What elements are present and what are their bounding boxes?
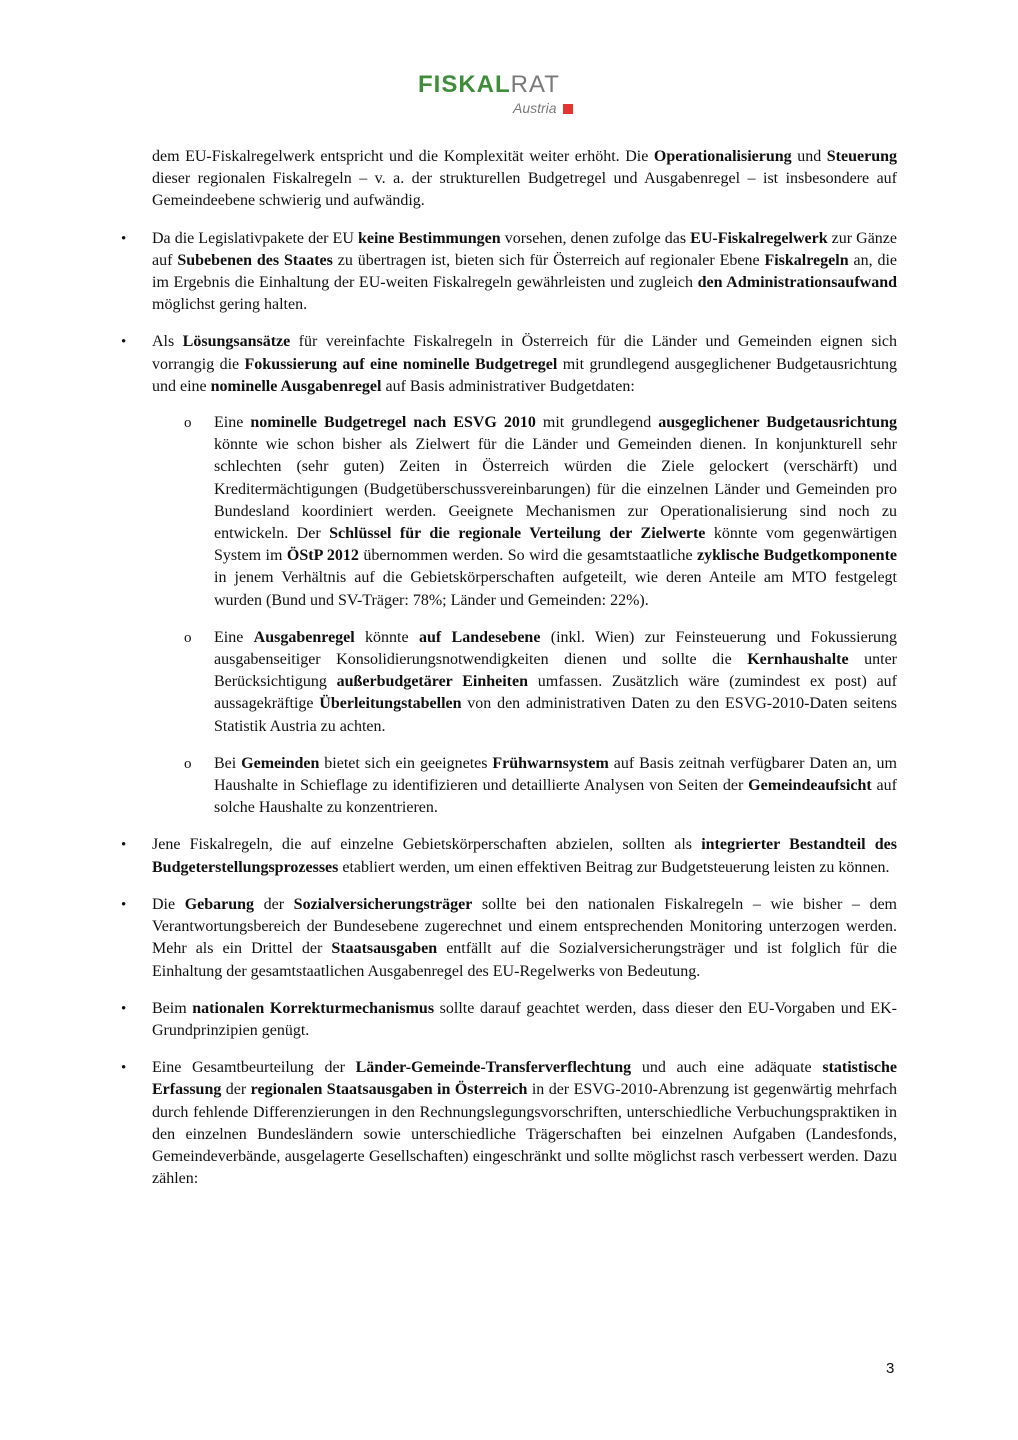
bold-text: keine Bestimmungen <box>357 229 501 247</box>
bold-text: Operationalisierung <box>653 148 792 165</box>
text-segment: an, die im Ergebnis die Einhaltung der EU-weiten Fiskalregeln gewährleisten und zugleich <box>152 251 897 292</box>
sub-bullet-icon: o <box>184 415 192 432</box>
bold-text: Sozialversicherungsträger <box>293 895 473 913</box>
text-segment: in der ESVG-2010-Abrenzung ist gegenwärtig mehrfach durch fehlende Differenzierungen in den Rechnungslegungsvorschriften, unterschiedliche Verbuchungspraktiken in den einzelnen Bundesländern sowie unterschiedliche Trägerschaften bei einzelnen Aufgaben (Landesfonds, Gemeindeverbände, ausgelagerte Gesellschaften) eingeschränkt und sollte möglichst rasch verbessert werden. Dazu zählen: <box>152 1081 897 1188</box>
text-segment: Eine <box>214 414 251 432</box>
bold-text: auf Landesebene <box>418 628 541 646</box>
bullet-text <box>152 998 897 1042</box>
bold-text: Gemeindeaufsicht <box>748 777 872 795</box>
text-segment: in jenem Verhältnis auf die Gebietskörperschaften aufgeteilt, wie deren Anteile am MTO festgelegt wurden (Bund und SV-Träger: 78%; Länder und Gemeinden: 22%). <box>214 569 897 609</box>
logo-subtitle <box>513 100 573 116</box>
bold-text: ausgeglichener Budgetausrichtung <box>658 414 898 432</box>
text-segment: mit grundlegend ausgeglichener Budgetausrichtung und eine <box>152 355 898 395</box>
bullet-text <box>152 894 897 983</box>
text-segment: und auch eine adäquate <box>631 1059 823 1077</box>
bullet-item <box>121 894 898 983</box>
bold-text: Fiskalregeln <box>764 251 849 269</box>
text-segment: Als <box>152 333 183 351</box>
logo-rat: RAT <box>510 71 560 98</box>
sub-item-text <box>214 753 897 820</box>
logo-fiskal: FISKAL <box>418 71 511 98</box>
text-segment: Bei <box>214 754 242 772</box>
bullet-text <box>152 1057 897 1190</box>
text-segment: könnte wie schon bisher als Zielwert für die Länder und Gemeinden dienen. In konjunkturell sehr schlechten (sehr guten) Zeiten in Österreich würden die Ziele gelockert (verschärft) und Kreditermächtigungen (Budgetüberschussvereinbarungen) für die einzelnen Länder und Gemeinden pro Bundesland koordiniert werden. Geeignete Mechanismen zur Operationalisierung sind noch zu entwickeln. Der <box>214 436 897 543</box>
bold-text: EU-Fiskalregelwerk <box>690 229 828 247</box>
logo-square-icon <box>563 104 573 114</box>
bullet-icon: • <box>121 1000 127 1017</box>
bold-text: den Administrationsaufwand <box>697 274 898 292</box>
bold-text: Lösungsansätze <box>182 333 291 351</box>
bullet-text <box>152 331 897 398</box>
bold-text: ÖStP 2012 <box>286 547 359 565</box>
bullet-item <box>121 834 898 878</box>
bold-text: Überleitungstabellen <box>319 695 462 713</box>
text-segment: Eine <box>214 628 254 646</box>
text-segment: umfassen. Zusätzlich wäre (zumindest ex post) auf aussagekräftige <box>214 673 898 713</box>
bullet-text <box>152 834 897 878</box>
bold-text: Frühwarnsystem <box>492 754 609 772</box>
bold-text: Fokussierung auf eine nominelle Budgetregel <box>244 355 558 373</box>
logo-austria: Austria <box>513 100 557 116</box>
text-segment: (inkl. Wien) zur Feinsteuerung und Fokussierung ausgabenseitiger Konsolidierungsnotwendigkeiten dienen und sollte die <box>214 628 898 669</box>
text-segment: übernommen werden. So wird die gesamtstaatliche <box>358 547 697 565</box>
text-segment: bietet sich ein geeignetes <box>319 754 493 772</box>
text-segment: könnte <box>354 628 419 646</box>
sub-item <box>184 753 898 820</box>
sub-item-text <box>214 412 897 612</box>
sub-bullet-icon: o <box>184 629 192 646</box>
bold-text: Gebarung <box>184 895 255 913</box>
intro-paragraph <box>152 146 897 213</box>
text-segment: Jene Fiskalregeln, die auf einzelne Gebietskörperschaften abzielen, sollten als <box>152 836 702 854</box>
text-segment: entfällt auf die Sozialversicherungsträger und ist folglich für die Einhaltung der gesamtstaatlichen Ausgabenregel des EU-Regelwerks von Bedeutung. <box>152 940 898 980</box>
bold-text: nominelle Ausgabenregel <box>210 377 382 395</box>
text-segment: auf Basis administrativer Budgetdaten: <box>381 377 635 395</box>
bold-text: zyklische Budgetkomponente <box>697 547 898 565</box>
text-segment: auf Basis zeitnah verfügbarer Daten an, um Haushalte in Schieflage zu identifizieren und detaillierte Analysen von Seiten der <box>214 754 898 795</box>
bold-text: Subebenen des Staates <box>177 251 333 269</box>
bold-text: nominelle Budgetregel nach ESVG 2010 <box>250 414 536 432</box>
sub-item <box>184 627 898 738</box>
text-segment: sollte bei den nationalen Fiskalregeln – wie bisher – dem Verantwortungsbereich der Bundesebene zugerechnet und einem entsprechenden Monitoring unterzogen werden. Mehr als ein Drittel der <box>152 895 898 958</box>
text-segment: unter Berücksichtigung <box>214 651 898 691</box>
text-segment: Eine Gesamtbeurteilung der <box>152 1059 356 1077</box>
text-segment: der <box>221 1081 251 1099</box>
logo-wordmark <box>418 72 598 98</box>
document-body <box>121 146 898 1205</box>
text-segment: dieser regionalen Fiskalregeln – v. a. der strukturellen Budgetregel und Ausgabenregel – ist insbesondere auf Gemeindeebene schwierig und aufwändig. <box>152 170 897 210</box>
text-segment: Beim <box>152 999 193 1017</box>
bullet-icon: • <box>121 837 127 854</box>
text-segment: mit grundlegend <box>535 414 659 432</box>
bold-text: statistische Erfassung <box>152 1059 897 1099</box>
bold-text: Schlüssel für die regionale Verteilung der Zielwerte <box>329 525 706 543</box>
bold-text: Steuerung <box>826 148 898 165</box>
bullet-list <box>121 228 898 1191</box>
bold-text: Ausgabenregel <box>253 628 355 646</box>
bullet-item <box>121 998 898 1042</box>
text-segment: der <box>254 895 294 913</box>
text-segment: Da die Legislativpakete der EU <box>152 229 358 247</box>
bold-text: Kernhaushalte <box>747 651 849 669</box>
text-segment: sollte darauf geachtet werden, dass dieser den EU-Vorgaben und EK-Grundprinzipien genügt. <box>152 999 898 1039</box>
text-segment: für vereinfachte Fiskalregeln in Österreich für die Länder und Gemeinden eignen sich vorrangig die <box>152 333 898 373</box>
bold-text: integrierter Bestandteil des Budgeterstellungsprozesses <box>152 836 898 876</box>
fiskalrat-logo <box>418 72 598 122</box>
bold-text: regionalen Staatsausgaben in Österreich <box>250 1081 528 1099</box>
bullet-icon: • <box>121 1060 127 1077</box>
text-segment: dem EU-Fiskalregelwerk entspricht und die Komplexität weiter erhöht. Die <box>152 148 654 165</box>
text-segment: zur Gänze auf <box>152 229 898 269</box>
bullet-icon: • <box>121 896 127 913</box>
bold-text: Staatsausgaben <box>331 940 438 958</box>
text-segment: von den administrativen Daten zu den ESVG-2010-Daten seitens Statistik Austria zu achten. <box>214 695 897 735</box>
bullet-item <box>121 1057 897 1190</box>
sub-list <box>152 412 897 819</box>
text-segment: und <box>791 148 827 165</box>
sub-bullet-icon: o <box>184 755 192 772</box>
bold-text: nationalen Korrekturmechanismus <box>192 999 435 1017</box>
text-segment: möglichst gering halten. <box>152 296 308 314</box>
bullet-item <box>121 228 898 317</box>
text-segment: zu übertragen ist, bieten sich für Österreich auf regionaler Ebene <box>332 251 765 269</box>
text-segment: Die <box>152 895 185 913</box>
text-segment: auf solche Haushalte zu konzentrieren. <box>214 777 897 817</box>
bullet-icon: • <box>121 334 127 351</box>
text-segment: etabliert werden, um einen effektiven Beitrag zur Budgetsteuerung leisten zu können. <box>338 858 890 876</box>
bullet-text <box>152 228 897 317</box>
bold-text: Länder-Gemeinde-Transferverflechtung <box>355 1059 632 1077</box>
text-segment: könnte vom gegenwärtigen System im <box>214 525 897 565</box>
sub-item-text <box>214 627 897 738</box>
page-number: 3 <box>886 1360 895 1377</box>
bullet-icon: • <box>121 230 127 247</box>
bold-text: Gemeinden <box>241 754 320 772</box>
bold-text: außerbudgetärer Einheiten <box>336 673 529 691</box>
bullet-item <box>121 331 898 819</box>
text-segment: vorsehen, denen zufolge das <box>500 229 691 247</box>
sub-item <box>184 412 898 612</box>
